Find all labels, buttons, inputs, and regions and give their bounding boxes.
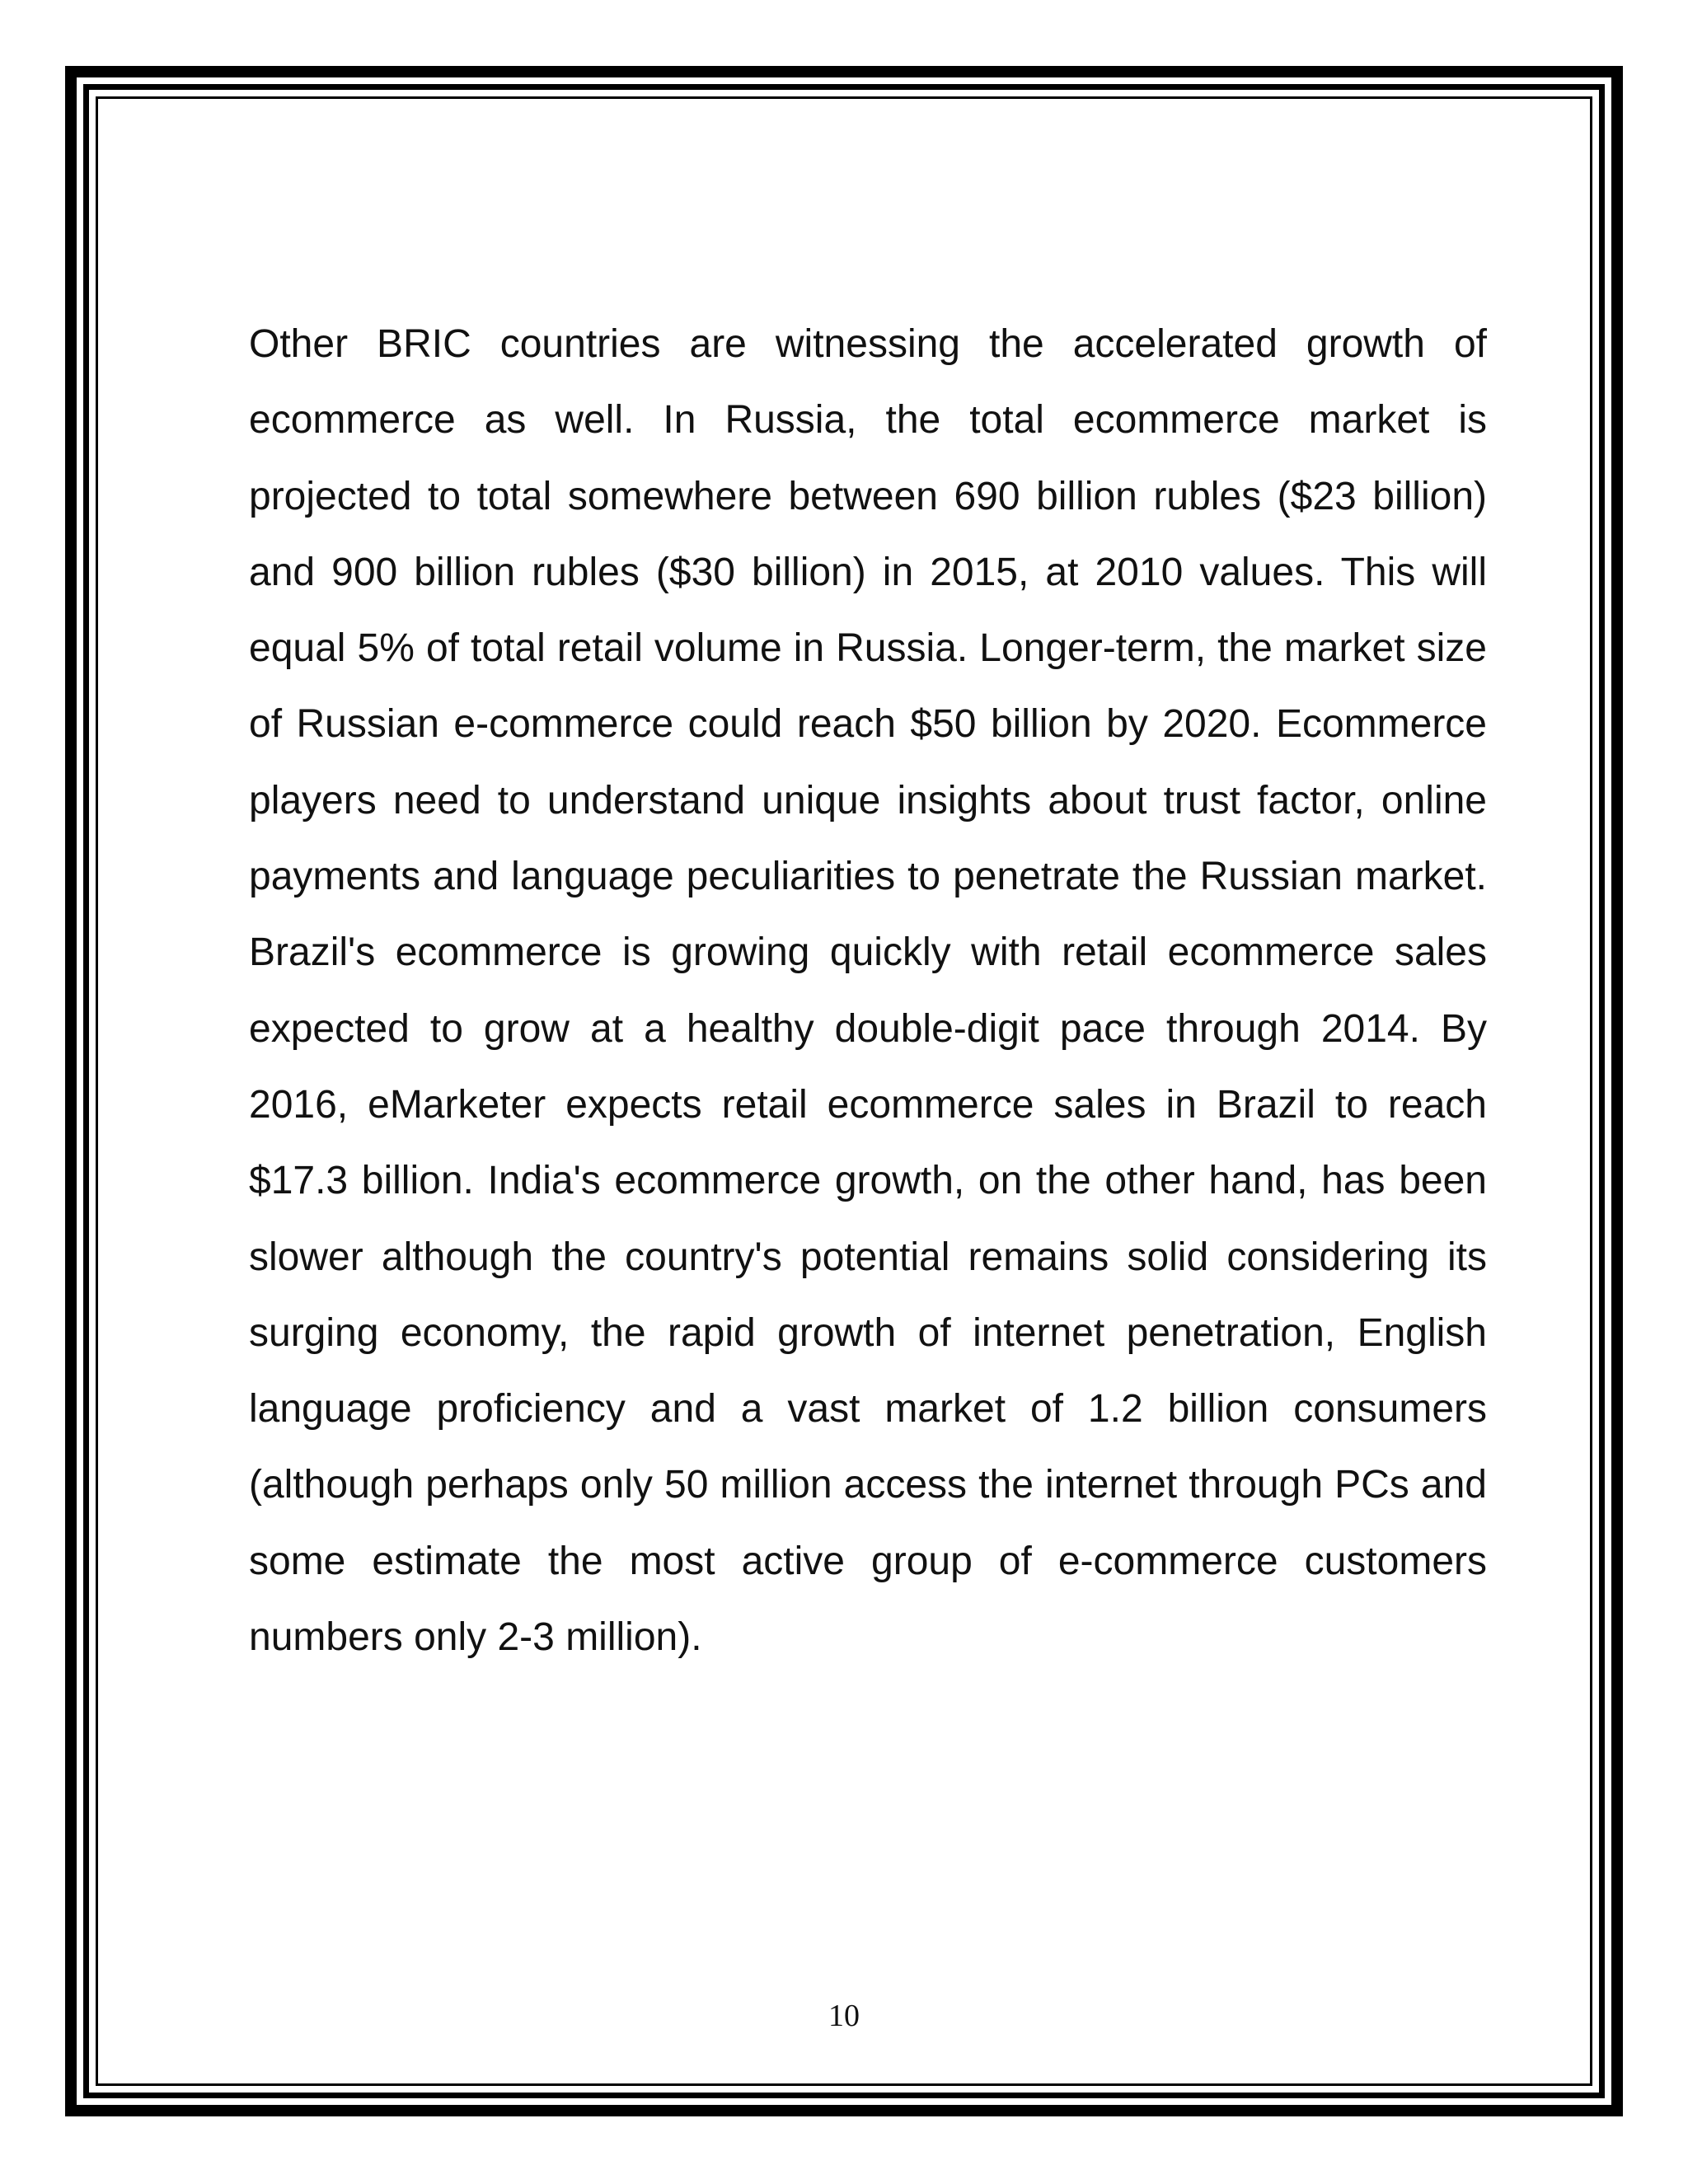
page-number: 10 [828,1999,860,2033]
body-paragraph: Other BRIC countries are witnessing the accelerated growth of ecommerce as well. In Russia, the total ecommerce market is projected to total somewhere between 690 billion rubles ($23 billion) and 900 billion rubles ($30 billion) in 2015, at 2010 values. This will equal 5% of total retail volume in Russia. Longer-term, the market size of Russian e-commerce could reach $50 billion by 2020. Ecommerce players need to understand unique insights about trust factor, online payments and language peculiarities to penetrate the Russian market. Brazil's ecommerce is growing quickly with retail ecommerce sales expected to grow at a healthy double-digit pace through 2014. By 2016, eMarketer expects retail ecommerce sales in Brazil to reach $17.3 billion. India's ecommerce growth, on the other hand, has been slower although the country's potential remains solid considering its surging economy, the rapid growth of internet penetration, English language proficiency and a vast market of 1.2 billion consumers (although perhaps only 50 million access the internet through PCs and some estimate the most active group of e-commerce customers numbers only 2-3 million). [249,322,1487,1660]
